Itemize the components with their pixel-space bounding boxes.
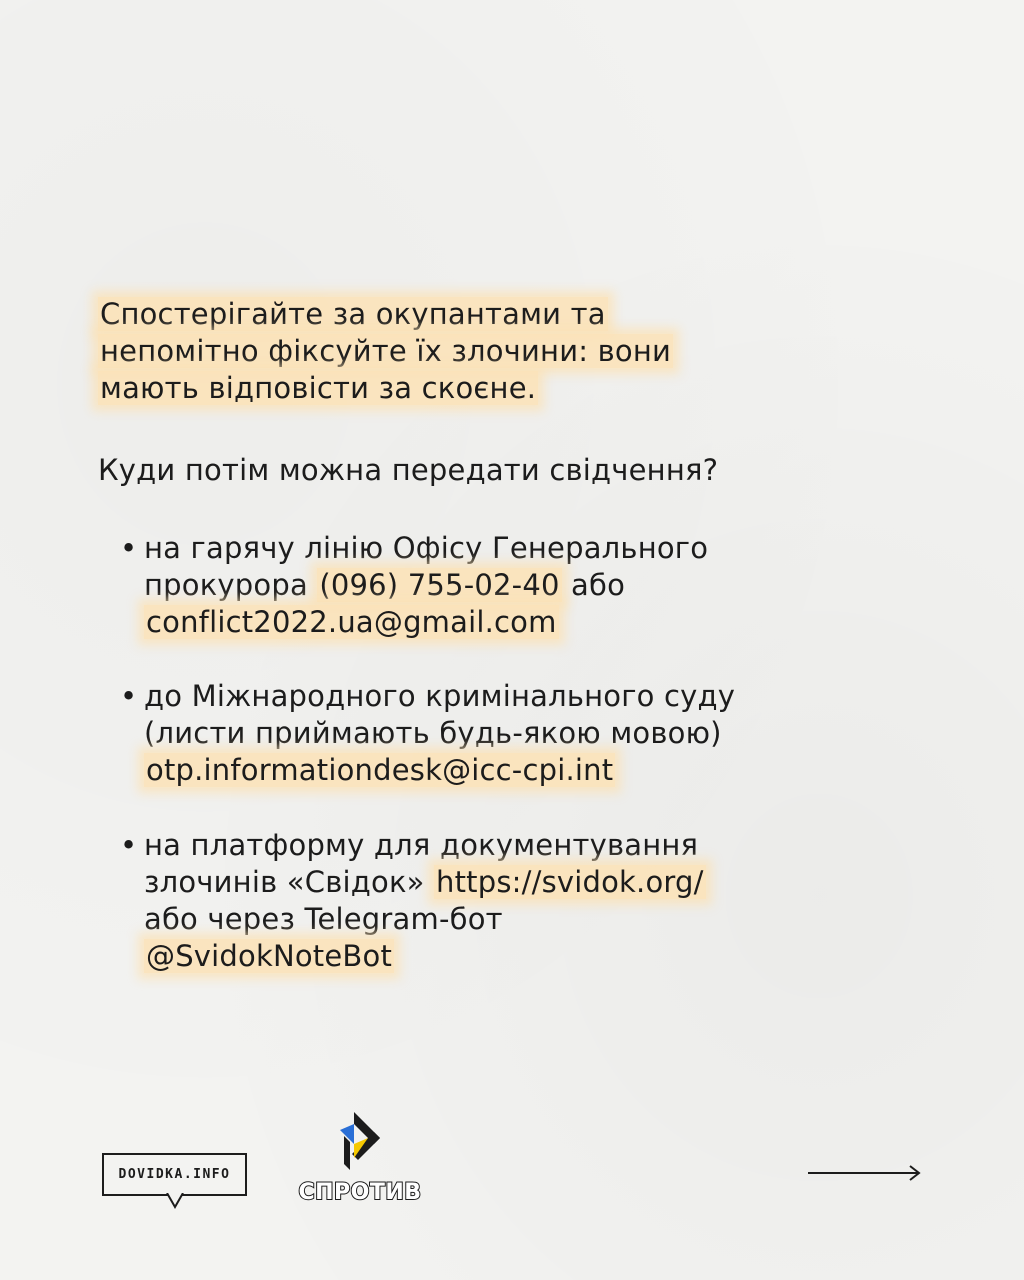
item2-line2: (листи приймають будь-якою мовою) [144,716,722,750]
phone-number[interactable]: (096) 755-02-40 [319,568,560,602]
item1-line2-suffix: або [561,568,626,602]
badge-tail-icon [165,1193,185,1211]
list-item-svidok [120,827,706,975]
prosecutor-email-link[interactable]: conflict2022.ua@gmail.com [146,605,557,639]
icc-email-link[interactable]: otp.informationdesk@icc-cpi.int [146,753,614,787]
item3-line3: або через Telegram-бот [144,902,503,936]
svidok-url-link[interactable]: https://svidok.org/ [436,865,704,899]
bullet: • [120,828,138,862]
list-item-prosecutor [120,530,708,641]
bullet: • [120,679,138,713]
dovidka-badge[interactable]: DOVIDKA.INFO [102,1153,247,1196]
item3-line1: на платформу для документування [144,828,699,862]
item2-line1: до Міжнародного кримінального суду [144,679,736,713]
bullet: • [120,531,138,565]
intro-line-1: Спостерігайте за окупантами та [100,297,606,331]
list-item-icc [120,678,735,789]
question-heading: Куди потім можна передати свідчення? [98,453,719,487]
item1-line1: на гарячу лінію Офісу Генерального [144,531,709,565]
intro-line-2: непомітно фіксуйте їх злочини: вони [100,334,672,368]
item3-line2-text: злочинів «Свідок» [144,865,435,899]
intro-line-3: мають відповісти за скоєне. [100,371,537,405]
arrow-right-icon[interactable] [806,1163,924,1183]
sprotyv-logo-text: СПРОТИВ [298,1180,422,1205]
intro-paragraph [98,296,938,407]
main-content [98,296,938,973]
item1-line2-text: прокурора [144,568,318,602]
telegram-bot-link[interactable]: @SvidokNoteBot [146,939,393,973]
